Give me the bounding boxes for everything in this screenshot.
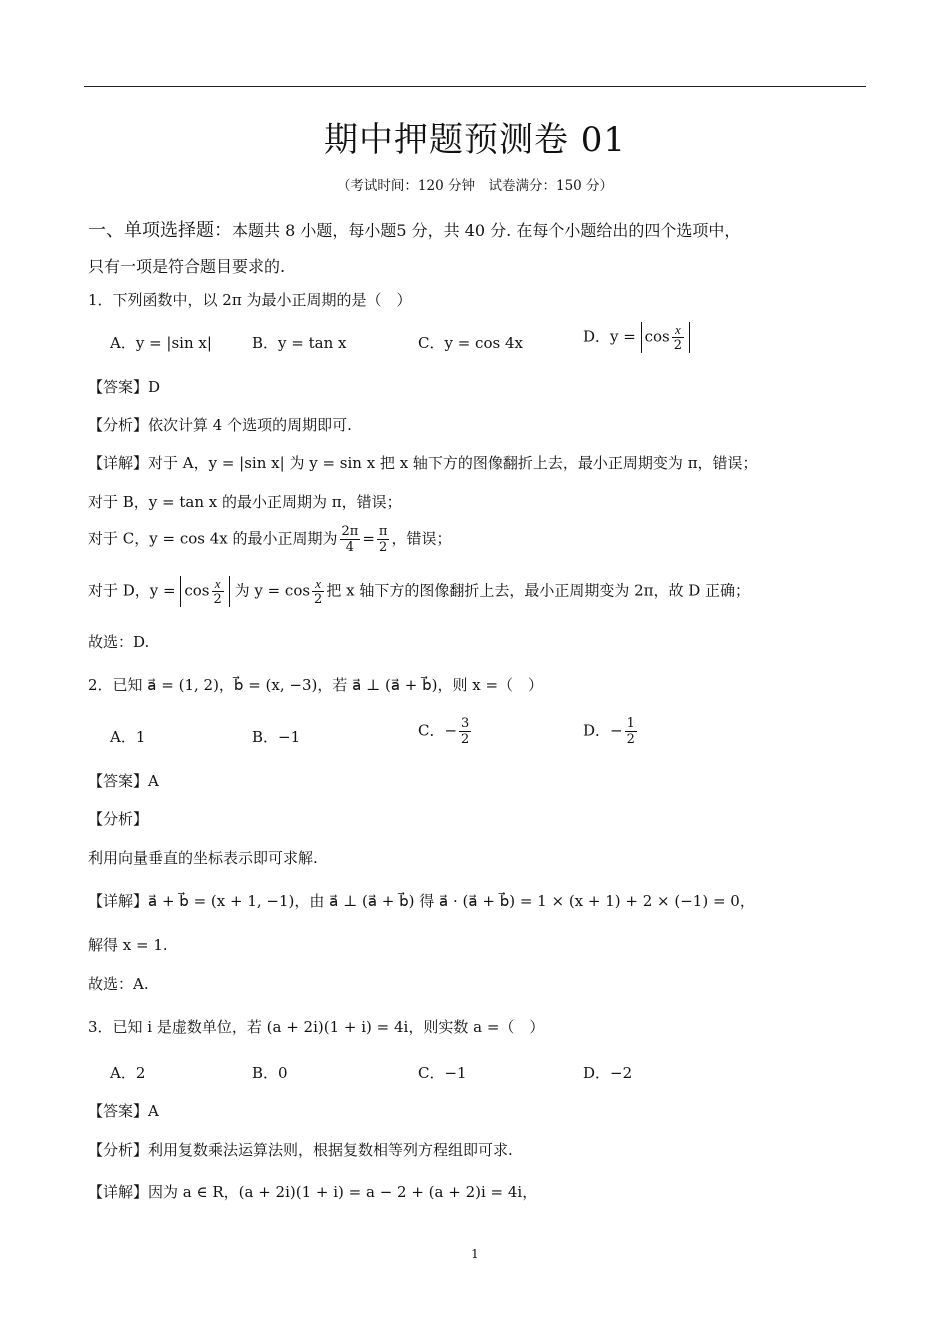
q1-detail-d-abs — [180, 576, 229, 607]
q2-solve: 解得 x = 1. — [88, 936, 168, 954]
q1-detail-c-frac2-num: π — [378, 524, 388, 539]
q2-option-d — [583, 716, 639, 747]
q1-conclusion: 故选：D. — [88, 633, 150, 651]
page-number: 1 — [471, 1247, 479, 1261]
q3-analysis: 【分析】利用复数乘法运算法则，根据复数相等列方程组即可求. — [88, 1141, 513, 1159]
q2-conclusion: 故选：A. — [88, 975, 149, 993]
q1-detail-d-num2: x — [312, 576, 324, 592]
q3-option-c: C．−1 — [418, 1064, 467, 1082]
q1-detail-c-eq: = — [362, 529, 375, 548]
q2-option-d-num: 1 — [626, 716, 635, 731]
q2-analysis-label: 【分析】 — [88, 810, 149, 828]
q1-option-d-num: x — [672, 322, 684, 338]
q1-detail-d-mid: 为 y = cos — [229, 581, 311, 600]
q2-stem: 2．已知 a⃗ = (1, 2)，b⃗ = (x, −3)，若 a⃗ ⊥ (a⃗ + b⃗)，则 x =（ ） — [88, 676, 544, 694]
q1-detail-d — [88, 576, 750, 607]
q1-option-d-fn: cos — [644, 327, 670, 346]
q1-detail-d-den2: 2 — [314, 592, 323, 607]
q2-option-b: B．−1 — [252, 728, 301, 746]
q1-answer: 【答案】D — [88, 378, 161, 396]
q1-option-d-den: 2 — [673, 338, 683, 353]
section-heading: 一、单项选择题： — [88, 220, 232, 241]
q1-analysis: 【分析】依次计算 4 个选项的周期即可. — [88, 416, 352, 434]
section-heading-line1 — [88, 216, 740, 242]
q2-option-c-prefix: C．− — [418, 721, 458, 740]
q3-detail: 【详解】因为 a ∈ R，(a + 2i)(1 + i) = a − 2 + (a + 2)i = 4i， — [88, 1183, 538, 1201]
q1-stem: 1．下列函数中，以 2π 为最小正周期的是（ ） — [88, 291, 412, 309]
section-intro-1: 本题共 8 小题，每小题5 分，共 40 分. 在每个小题给出的四个选项中， — [232, 221, 741, 240]
q1-detail-c-frac1-den: 4 — [345, 540, 355, 555]
q2-detail: 【详解】a⃗ + b⃗ = (x + 1, −1)，由 a⃗ ⊥ (a⃗ + b⃗) 得 a⃗ · (a⃗ + b⃗) = 1 × (x + 1) + 2 × (−1) = 0， — [88, 892, 755, 910]
page-title: 期中押题预测卷 01 — [323, 120, 627, 160]
q1-detail-d-post: 把 x 轴下方的图像翻折上去，最小正周期变为 2π，故 D 正确； — [326, 581, 751, 600]
q1-detail-c-post: ，错误； — [391, 529, 452, 548]
q2-option-c-den: 2 — [461, 732, 470, 747]
q1-detail-d-den: 2 — [213, 592, 222, 607]
q1-option-d-abs — [641, 322, 690, 353]
q1-detail-d-fn: cos — [184, 581, 210, 600]
q3-stem: 3．已知 i 是虚数单位，若 (a + 2i)(1 + i) = 4i，则实数 a =（ ） — [88, 1018, 545, 1036]
q2-option-d-prefix: D．− — [583, 721, 623, 740]
q3-option-a: A．2 — [110, 1064, 146, 1082]
exam-info: （考试时间：120 分钟 试卷满分：150 分） — [336, 178, 614, 194]
q3-option-d: D．−2 — [583, 1064, 633, 1082]
header-rule — [84, 86, 866, 87]
q1-detail-b: 对于 B，y = tan x 的最小正周期为 π，错误； — [88, 493, 402, 511]
q2-analysis: 利用向量垂直的坐标表示即可求解. — [88, 849, 318, 867]
q1-option-d — [583, 322, 690, 353]
q2-option-c-num: 3 — [461, 716, 470, 731]
q2-option-c — [418, 716, 473, 747]
q1-option-b: B．y = tan x — [252, 334, 347, 352]
q3-answer: 【答案】A — [88, 1102, 159, 1120]
q1-option-a: A．y = |sin x| — [110, 334, 212, 352]
q2-answer: 【答案】A — [88, 772, 159, 790]
q3-option-b: B．0 — [252, 1064, 288, 1082]
q1-detail-d-pre: 对于 D，y = — [88, 581, 181, 600]
q1-detail-c-pre: 对于 C，y = cos 4x 的最小正周期为 — [88, 529, 338, 548]
q1-detail-c-frac1-num: 2π — [341, 524, 359, 539]
q1-option-d-prefix: D．y = — [583, 327, 641, 346]
q2-option-d-den: 2 — [626, 732, 635, 747]
section-intro-2: 只有一项是符合题目要求的. — [88, 257, 286, 276]
q1-detail-a: 【详解】对于 A，y = |sin x| 为 y = sin x 把 x 轴下方的图像翻折上去，最小正周期变为 π，错误； — [88, 454, 758, 472]
q1-detail-c-frac2-den: 2 — [379, 540, 388, 555]
q1-detail-c — [88, 524, 451, 555]
q1-option-c: C．y = cos 4x — [418, 334, 523, 352]
q1-detail-d-num: x — [212, 576, 224, 592]
q2-option-a: A．1 — [110, 728, 146, 746]
